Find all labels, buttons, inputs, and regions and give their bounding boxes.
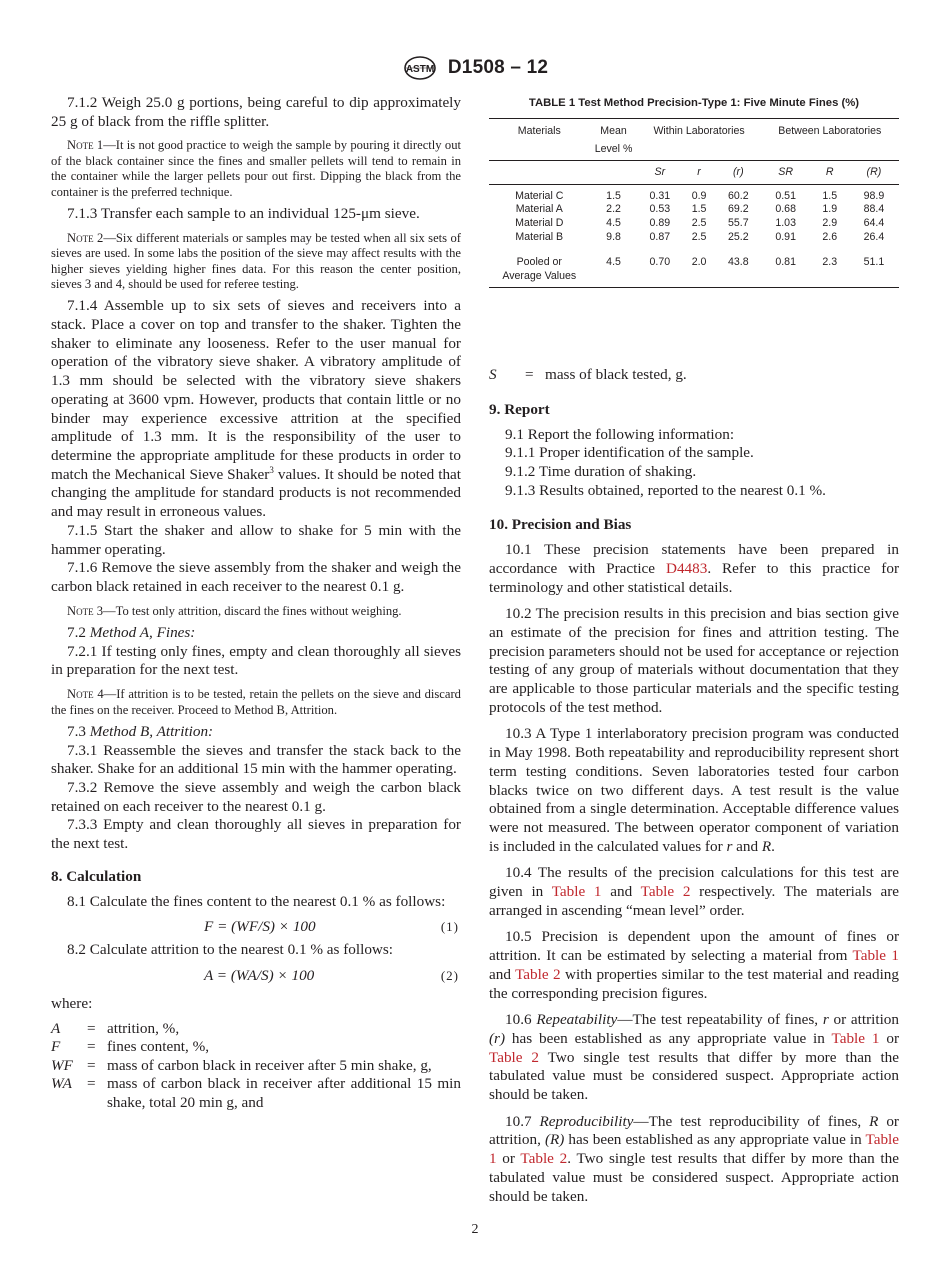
para-7-1-3: 7.1.3 Transfer each sample to an individual 125-μm sieve. [67,205,420,223]
col-header-r: r [682,161,716,185]
link-table-2[interactable]: Table 2 [489,1048,540,1066]
para-9-1-2: 9.1.2 Time duration of shaking. [505,462,697,480]
table-row: Material B 9.8 0.87 2.5 25.2 0.91 2.6 26.4 [515,230,885,243]
col-header-r-pct: (r) [716,161,761,185]
col-header-materials: Materials [489,118,590,160]
note-2: Note 2—Six different materials or samples may be tested when all six sets of sieves are used. In some labs the position of the sieve may affect results with the higher sieves yielding higher fines data. For this reason the center position, sieves 3 and 4, should be used for referee testing. [51,230,461,291]
section-8-heading: 8. Calculation [51,867,142,885]
para-8-2: 8.2 Calculate attrition to the nearest 0.1 % as follows: [67,941,394,959]
link-table-1[interactable]: Table 1 [489,1131,899,1168]
left-column [51,94,461,1112]
para-7-1-4: 7.1.4 Assemble up to six sets of sieves and receivers into a stack. Place a cover on top and transfer to the shaker. Tighten the shaker to eliminate any looseness. Refer to the user manual for operation of the vibratory sieve shaker. A vibratory amplitude of 1.3 mm should be selected with the vibratory sieve shakers operating at 3600 vpm. However, products that contain little or no binder may experience excessive attrition at the specified amplitude of 1.3 mm. It is the responsibility of the user to determine the appropriate amplitude for these products in order to match the Mechanical Sieve Shaker$^3$ values. It should be noted that changing the amplitude for standard products is not recommended and may result in erroneous values. [51,297,461,521]
page-number: 2 [471,1222,479,1237]
link-table-2[interactable]: Table 2 [515,965,561,983]
para-10-5: 10.5 Precision is dependent upon the amount of fines or attrition. It can be estimated by selecting a material from Table 1 and Table 2 with properties similar to the test material and reading the corresponding precision figures. [489,928,899,1002]
table-1 [489,118,899,289]
col-header-R-pct: (R) [849,161,899,185]
footnote-ref-3[interactable]: 3 [269,464,274,475]
definition-WF: WF = mass of carbon black in receiver after 5 min shake, g, [51,1056,432,1074]
table-1-title: TABLE 1 Test Method Precision-Type 1: Five Minute Fines (%) [528,97,860,109]
link-table-1[interactable]: Table 1 [831,1029,880,1047]
link-d4483[interactable]: D4483 [665,559,708,577]
para-9-1-3: 9.1.3 Results obtained, reported to the nearest 0.1 %. [505,481,826,499]
note-4: Note 4—If attrition is to be tested, retain the pellets on the sieve and discard the fines on the receiver. Proceed to Method B, Attrition. [51,687,461,717]
table-row: Material D 4.5 0.89 2.5 55.7 1.03 2.9 64.4 [515,217,885,229]
col-header-SR: SR [761,161,811,185]
link-table-1[interactable]: Table 1 [551,883,602,901]
definition-WA: WA = mass of carbon black in receiver after additional 15 min shake, total 20 min g, and [51,1075,461,1111]
definition-A: A = attrition, %, [51,1019,180,1037]
definition-F: F = fines content, %, [51,1038,210,1056]
table-row: Material A 2.2 0.53 1.5 69.2 0.68 1.9 88.4 [515,203,885,216]
para-8-1: 8.1 Calculate the fines content to the nearest 0.1 % as follows: [67,892,446,910]
note-3: Note 3—To test only attrition, discard the fines without weighing. [67,603,402,618]
col-header-R: R [811,161,849,185]
right-column [489,94,899,1206]
para-10-3: 10.3 A Type 1 interlaboratory precision program was conducted in May 1998. Both repeatability and reproducibility represent short term testing conditions. Seven laboratories tested four carbon blacks twice on two different days. A test result is the value obtained from a single determination. Acceptable difference values were not measured. The between operator component of variation is included in the calculated values for r and R. [489,725,899,855]
para-7-3-1: 7.3.1 Reassemble the sieves and transfer the stack back to the shaker. Shake for an additional 15 min with the hammer operating. [51,741,461,778]
para-9-1: 9.1 Report the following information: [505,425,735,443]
table-row-pooled: Pooled or Average Values 4.5 0.70 2.0 43.8 0.81 2.3 51.1 [489,256,899,288]
definition-S: S = mass of black tested, g. [489,366,687,384]
para-10-2: 10.2 The precision results in this precision and bias section give an estimate of the precision for fines and attrition testing. The precision parameters should not be used for acceptance or rejection testing of any group of materials without documentation that they are applicable to those particular materials and the specific testing protocols of the test method. [489,605,899,716]
link-table-2[interactable]: Table 2 [640,883,691,901]
link-table-2[interactable]: Table 2 [520,1150,568,1168]
para-7-1-6: 7.1.6 Remove the sieve assembly from the shaker and weigh the carbon black retained in each receiver to the nearest 0.1 g. [51,559,461,595]
astm-logo-icon [402,55,438,81]
para-7-3: 7.3 Method B, Attrition: [67,722,214,740]
col-header-mean-level: Mean Level % [590,118,638,160]
para-10-7: 10.7 Reproducibility—The test reproducibility of fines, R or attrition, (R) has been established as any appropriate value in Table 1 or Table 2. Two single test results that differ by more than the tabulated value must be considered suspect. Appropriate action should be taken. [489,1112,899,1205]
col-group-within: Within Laboratories [638,118,761,154]
section-9-heading: 9. Report [489,400,550,418]
col-header-sr: Sr [638,161,683,185]
page-header [0,55,950,81]
definitions-list [51,1020,461,1113]
section-10-heading: 10. Precision and Bias [489,516,632,534]
equation-1: F = (WF/S) × 100 (1) [204,918,459,936]
table-row: Material C 1.5 0.31 0.9 60.2 0.51 1.5 98.9 [515,189,885,202]
para-10-6: 10.6 Repeatability—The test repeatability of fines, r or attrition (r) has been established as any appropriate value in Table 1 or Table 2 Two single test results that differ by more than the tabulated value must be considered suspect. Appropriate action should be taken. [489,1011,899,1104]
where-label: where: [51,994,93,1012]
link-table-1[interactable]: Table 1 [852,947,899,965]
equation-2: A = (WA/S) × 100 (2) [204,966,459,984]
para-7-3-2: 7.3.2 Remove the sieve assembly and weigh the carbon black retained on each receiver to the nearest 0.1 g. [51,779,461,815]
para-7-2: 7.2 Method A, Fines: [67,624,196,642]
col-group-between: Between Laboratories [761,118,899,154]
para-9-1-1: 9.1.1 Proper identification of the sample. [505,444,754,462]
para-7-2-1: 7.2.1 If testing only fines, empty and clean thoroughly all sieves in preparation for the next test. [51,642,461,679]
note-1: Note 1—It is not good practice to weigh the sample by pouring it directly out of the black container since the fines and smaller pellets will tend to remain in the container while the larger pellets pour out first. Dipping the black from the container is the preferred technique. [51,138,461,199]
para-10-4: 10.4 The results of the precision calculations for this test are given in Table 1 and Table 2 respectively. The materials are arranged in ascending “mean level” order. [489,864,900,919]
para-7-1-2: 7.1.2 Weigh 25.0 g portions, being careful to dip approximately 25 g of black from the riffle splitter. [51,94,461,130]
para-10-1: 10.1 These precision statements have been prepared in accordance with Practice D4483. Refer to this practice for terminology and other statistical details. [489,541,900,596]
para-7-3-3: 7.3.3 Empty and clean thoroughly all sieves in preparation for the next test. [51,816,461,853]
document-id: D1508 – 12 [447,57,549,78]
para-7-1-5: 7.1.5 Start the shaker and allow to shake for 5 min with the hammer operating. [51,521,461,558]
svg-text:ASTM: ASTM [405,64,435,75]
